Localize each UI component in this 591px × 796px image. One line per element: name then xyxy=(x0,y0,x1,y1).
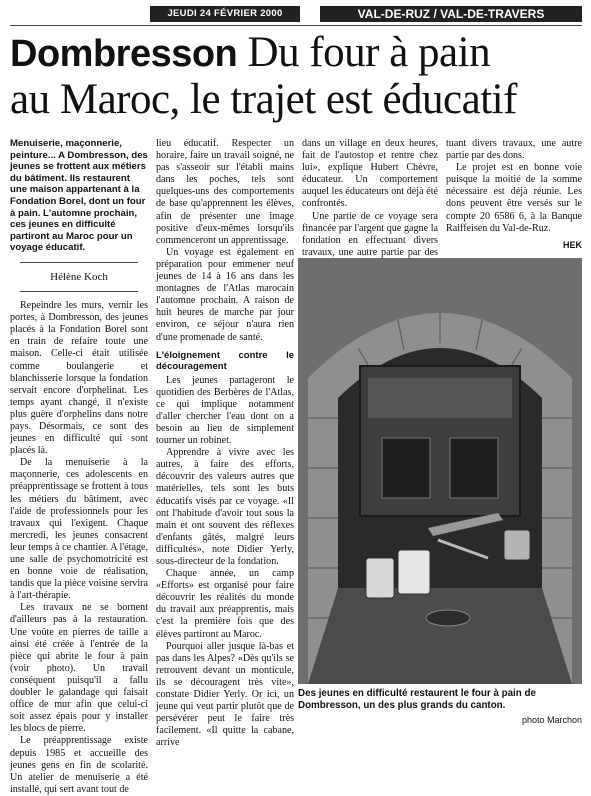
issue-date: JEUDI 24 FÉVRIER 2000 xyxy=(150,6,300,22)
headline-line2: au Maroc, le trajet est éducatif xyxy=(10,76,517,123)
paragraph: Un voyage est également en préparation pour emmener neuf jeunes de 14 à 16 ans dans les montagnes de l'Atlas marocain l'automne prochain. A raison de huit heures de marche par jour environ, ce séjour n'aura rien d'une promenade de santé. xyxy=(156,246,294,343)
paragraph: Une partie de ce voyage sera financée par l'argent que gagne la fondation en effectuant divers travaux, une autre partie par des xyxy=(302,210,438,258)
paragraph: dans un village en deux heures, fait de l'autostop et rentre chez lui», explique Hubert Chèvre, éducateur. Un comportement auquel les éducateurs ont déjà été confrontés. xyxy=(302,138,438,210)
paragraph: Pourquoi aller jusque là-bas et pas dans les Alpes? «Dès qu'ils se retrouvent devant un monticule, ils se découragent très vite», constate Didier Yerly. Or ici, un jeune qui veut partir plutôt que de persévérer peut le faire très facilement. «Il quitte la cabane, arrive xyxy=(156,640,294,749)
paragraph: Repeindre les murs, vernir les portes, à Dombresson, des jeunes placés à la Fondation Borel sont en train de refaire toute une maison. Celle-ci était utilisée comme boulangerie et blanchisserie lorsque la fondation servait encore d'orphelinat. Les temps ayant changé, il n'existe plus guère d'orphelins dans notre pays. Désormais, ce sont des jeunes en difficulté qui sont placés là. xyxy=(10,300,148,457)
paragraph: Apprendre à vivre avec les autres, à faire des efforts, découvrir des valeurs autres que matérielles, tels sont les buts éducatifs visés par ce voyage. «Il ont l'habitude d'avoir tout sous la main et ont souvent des réflexes d'enfants gâtés, malgré leurs difficultés», note Didier Yerly, sous-directeur de la fondation. xyxy=(156,447,294,567)
headline-line1: Du four à pain xyxy=(247,29,491,76)
paragraph: Le préapprentissage existe depuis 1985 et accueille des jeunes gens en fin de scolarité. Un atelier de menuiserie a été installé, qui sert avant tout de xyxy=(10,735,148,795)
section-region: VAL-DE-RUZ / VAL-DE-TRAVERS xyxy=(320,6,582,22)
byline-rule-bottom xyxy=(20,291,138,292)
section-subhead: L'éloignement contre le découragement xyxy=(156,349,294,372)
column-2 xyxy=(156,138,294,750)
paragraph: Chaque année, un camp «Efforts» est organisé pour faire découvrir les réalités du monde du travail aux préapprentis, mais c'est la première fois que des élèves partiront au Maroc. xyxy=(156,568,294,640)
paragraph: tuant divers travaux, une autre partie par des dons. xyxy=(446,138,582,162)
paragraph: Les jeunes partageront le quotidien des Berbères de l'Atlas, ce qui implique notamment d'aller chercher l'eau dont on a besoin au lieu de simplement tourner un robinet. xyxy=(156,374,294,447)
author-signature: HEK xyxy=(562,239,582,250)
article-lead: Menuiserie, maçonnerie, peinture... A Dombresson, des jeunes se frottent aux métiers du bâtiment. Ils restaurent une maison appartenant à la Fondation Borel, dont un four à pain. L'automne prochain, ces jeunes en difficulté partiront au Maroc pour un voyage éducatif. xyxy=(10,138,148,254)
oven-illustration xyxy=(298,258,582,684)
page-header xyxy=(10,6,582,22)
column-4 xyxy=(446,138,582,251)
paragraph: lieu éducatif. Respecter un horaire, faire un travail soigné, ne pas s'asseoir sur l'établi mains dans les poches, tels sont quelques-uns des comportements de base qu'apprennent les élèves, afin de présenter une image positive d'eux-mêmes lorsqu'ils commenceront un apprentissage. xyxy=(156,138,294,246)
byline-rule-top xyxy=(20,262,138,263)
header-rule xyxy=(10,25,582,26)
photo-bread-oven xyxy=(298,258,582,684)
column-1 xyxy=(10,138,148,796)
photo-caption: Des jeunes en difficulté restaurent le four à pain de Dombresson, un des plus grands du canton. xyxy=(298,688,536,711)
paragraph: Les travaux ne se bornent d'ailleurs pas à la restauration. Une voûte en pierres de taille a ainsi été créée à l'entrée de la pièce qui abrite le four à pain (voir photo). Un travail conséquent puisqu'il a fallu doubler le galandage qui faisait office de mur afin que celui-ci soit assez épais pour y installer les blocs de pierre. xyxy=(10,602,148,735)
headline-place: Dombresson xyxy=(10,33,238,75)
byline: Hélène Koch xyxy=(50,270,108,283)
paragraph: Le projet est en bonne voie puisque la moitié de la somme nécessaire est déjà réunie. Les dons peuvent être versés sur le compte 20 6586 6, à la Banque Raiffeisen du Val-de-Ruz. xyxy=(446,162,582,234)
article-headline xyxy=(10,30,585,123)
column-3 xyxy=(302,138,438,271)
photo-credit: photo Marchon xyxy=(521,715,582,725)
paragraph: De la menuiserie à la maçonnerie, ces adolescents en préapprentissage se frottent à tous les métiers du bâtiment, avec l'aide de professionnels pour les travaux qui l'exigent. Chaque mercredi, les jeunes consacrent leur temps à ce chantier. A l'étage, une salle de psychomotricité est en bonne voie de réalisation, tandis que la pièce voisine servira à l'art-thérapie. xyxy=(10,457,148,602)
